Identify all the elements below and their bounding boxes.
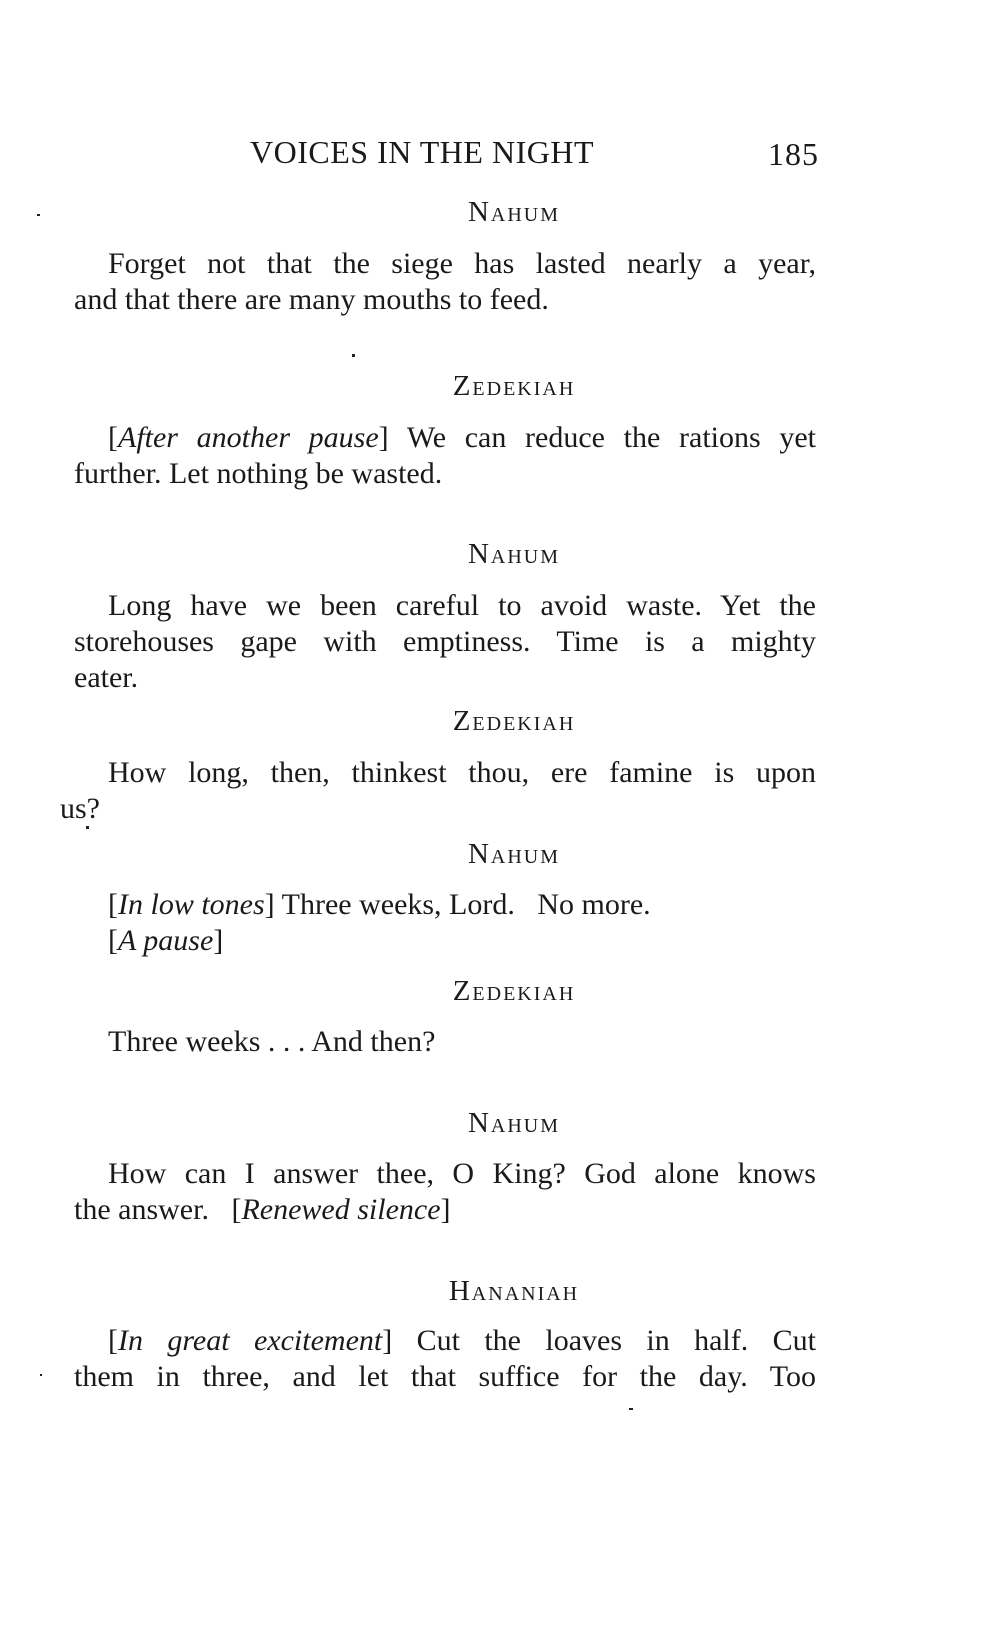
speaker-name: Hananiah	[448, 1275, 580, 1307]
stage-direction: [In great excitement]	[108, 1324, 393, 1357]
speech-line: Forget not that the siege has lasted nearly a year,	[108, 247, 816, 280]
speaker-name: Nahum	[467, 1107, 561, 1139]
scan-speck	[352, 354, 355, 357]
speech-line: How can I answer thee, O King? God alone knows	[108, 1157, 816, 1190]
speech-line: and that there are many mouths to feed.	[74, 283, 549, 316]
speaker-name: Zedekiah	[452, 705, 576, 737]
speaker-name: Nahum	[467, 838, 561, 870]
speech-paragraph	[74, 246, 816, 318]
scan-speck	[40, 1374, 42, 1376]
speaker-name: Zedekiah	[452, 370, 576, 402]
speech-line: Long have we been careful to avoid waste. Yet the	[108, 589, 816, 622]
stage-direction: [Renewed silence]	[231, 1193, 451, 1226]
stage-direction: [After another pause]	[108, 421, 389, 454]
speech-line: How long, then, thinkest thou, ere famine is upon	[108, 756, 816, 789]
stage-direction: [A pause]	[108, 924, 224, 957]
speech-line: further. Let nothing be wasted.	[74, 457, 443, 490]
speech-paragraph	[74, 588, 816, 696]
speaker-name: Zedekiah	[452, 975, 576, 1007]
running-title: VOICES IN THE NIGHT	[250, 134, 594, 170]
speech-paragraph	[74, 1323, 816, 1395]
speech-paragraph	[74, 420, 816, 492]
speech-line: eater.	[74, 661, 139, 694]
speech-line: Three weeks . . . And then?	[108, 1025, 436, 1058]
speech-paragraph	[60, 755, 816, 827]
speaker-name: Nahum	[467, 538, 561, 570]
speech-line: us?	[60, 792, 100, 825]
speaker-name: Nahum	[467, 196, 561, 228]
speech-line: [After another pause] We can reduce the rations yet	[108, 421, 816, 454]
scan-speck	[37, 214, 40, 216]
speech-line: [In great excitement] Cut the loaves in half. Cut	[108, 1324, 816, 1357]
page-number: 185	[768, 136, 819, 172]
stage-direction: [In low tones]	[108, 888, 275, 921]
scan-speck	[86, 826, 89, 829]
scan-speck	[629, 1408, 633, 1410]
speech-paragraph	[74, 1024, 816, 1060]
speech-line: them in three, and let that suffice for the day. Too	[74, 1360, 816, 1393]
speech-line: storehouses gape with emptiness. Time is a mighty	[74, 625, 816, 658]
speech-paragraph	[74, 1156, 816, 1228]
speech-paragraph	[74, 887, 816, 959]
speech-line: the answer. [Renewed silence]	[74, 1193, 451, 1226]
speech-line: [In low tones] Three weeks, Lord. No more.	[108, 888, 651, 921]
